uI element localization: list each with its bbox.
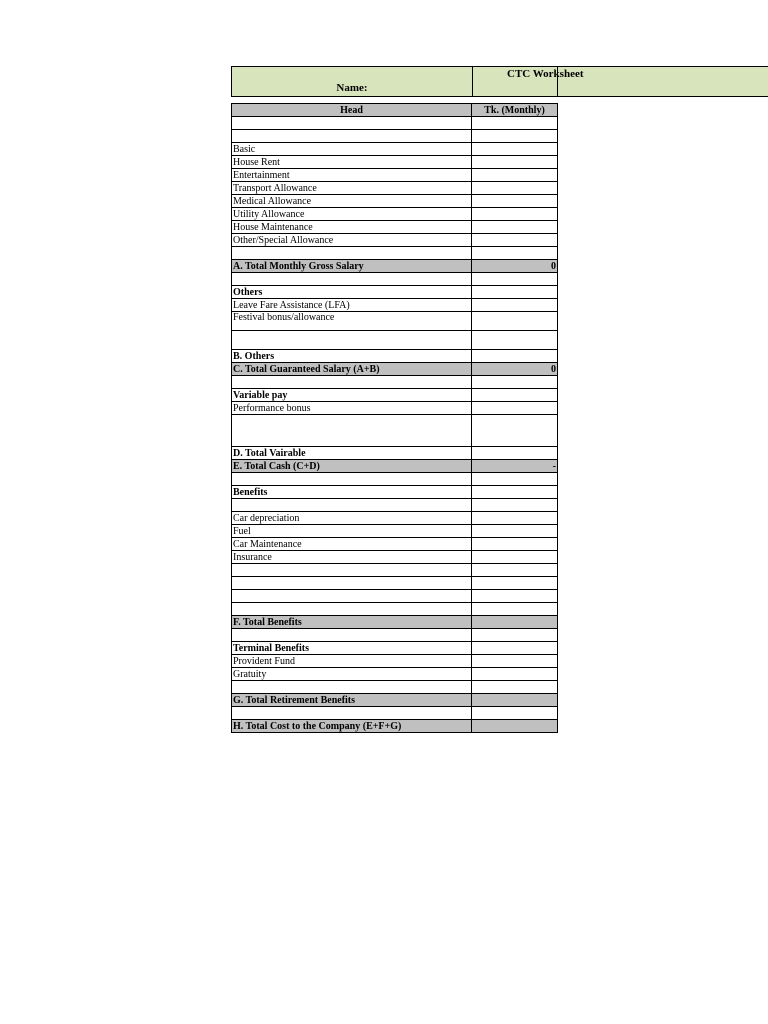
table-row xyxy=(232,564,558,577)
row-monthly-cell[interactable] xyxy=(472,538,558,551)
row-monthly-cell[interactable] xyxy=(472,551,558,564)
table-row xyxy=(232,512,558,525)
table-row xyxy=(232,629,558,642)
table-row xyxy=(232,389,558,402)
row-head-cell[interactable] xyxy=(232,564,472,577)
row-monthly-cell[interactable] xyxy=(472,473,558,486)
table-row xyxy=(232,156,558,169)
title-row xyxy=(231,66,768,82)
row-head-cell[interactable] xyxy=(232,590,472,603)
table-row xyxy=(232,616,558,629)
row-monthly-cell[interactable]: - xyxy=(472,460,558,473)
name-row xyxy=(231,81,768,97)
sheet-title: CTC Worksheet xyxy=(507,68,584,80)
row-monthly-cell[interactable] xyxy=(472,117,558,130)
row-head-cell[interactable]: Utility Allowance xyxy=(232,208,472,221)
row-monthly-cell[interactable] xyxy=(472,273,558,286)
row-head-cell[interactable]: Benefits xyxy=(232,486,472,499)
table-row xyxy=(232,363,558,376)
table-row xyxy=(232,551,558,564)
row-head-cell[interactable]: D. Total Vairable xyxy=(232,447,472,460)
row-monthly-cell[interactable] xyxy=(472,512,558,525)
row-monthly-cell[interactable] xyxy=(472,169,558,182)
row-head-cell[interactable]: H. Total Cost to the Company (E+F+G) xyxy=(232,720,472,733)
row-monthly-cell[interactable] xyxy=(472,642,558,655)
table-row xyxy=(232,350,558,363)
row-head-cell[interactable] xyxy=(232,130,472,143)
row-head-cell[interactable] xyxy=(232,331,472,350)
row-head-cell[interactable]: Provident Fund xyxy=(232,655,472,668)
table-row xyxy=(232,720,558,733)
row-head-cell[interactable]: Festival bonus/allowance xyxy=(232,312,472,331)
row-head-cell[interactable] xyxy=(232,577,472,590)
table-row xyxy=(232,331,558,350)
table-row xyxy=(232,260,558,273)
row-monthly-cell[interactable] xyxy=(472,447,558,460)
table-row xyxy=(232,707,558,720)
row-monthly-cell[interactable] xyxy=(472,331,558,350)
table-row xyxy=(232,273,558,286)
row-head-cell[interactable]: House Maintenance xyxy=(232,221,472,234)
row-monthly-cell[interactable] xyxy=(472,525,558,538)
column-header-head: Head xyxy=(232,104,472,117)
table-row xyxy=(232,538,558,551)
row-head-cell[interactable]: C. Total Guaranteed Salary (A+B) xyxy=(232,363,472,376)
table-row xyxy=(232,299,558,312)
row-monthly-cell[interactable] xyxy=(472,221,558,234)
row-head-cell[interactable]: Leave Fare Assistance (LFA) xyxy=(232,299,472,312)
table-row xyxy=(232,577,558,590)
table-row xyxy=(232,130,558,143)
row-head-cell[interactable]: G. Total Retirement Benefits xyxy=(232,694,472,707)
table-row xyxy=(232,603,558,616)
table-row xyxy=(232,525,558,538)
row-head-cell[interactable]: Medical Allowance xyxy=(232,195,472,208)
row-monthly-cell[interactable] xyxy=(472,234,558,247)
row-monthly-cell[interactable] xyxy=(472,707,558,720)
row-head-cell[interactable] xyxy=(232,273,472,286)
row-monthly-cell[interactable] xyxy=(472,247,558,260)
row-head-cell[interactable]: Variable pay xyxy=(232,389,472,402)
row-monthly-cell[interactable] xyxy=(472,156,558,169)
row-head-cell[interactable] xyxy=(232,603,472,616)
row-monthly-cell[interactable] xyxy=(472,681,558,694)
row-monthly-cell[interactable] xyxy=(472,350,558,363)
row-head-cell[interactable]: House Rent xyxy=(232,156,472,169)
row-head-cell[interactable] xyxy=(232,376,472,389)
table-row xyxy=(232,473,558,486)
row-head-cell[interactable]: Gratuity xyxy=(232,668,472,681)
table-row xyxy=(232,499,558,512)
row-head-cell[interactable]: Fuel xyxy=(232,525,472,538)
name-label: Name: xyxy=(231,81,473,96)
table-row xyxy=(232,234,558,247)
row-head-cell[interactable] xyxy=(232,681,472,694)
row-monthly-cell[interactable] xyxy=(472,299,558,312)
table-row xyxy=(232,681,558,694)
row-head-cell[interactable] xyxy=(232,247,472,260)
name-input-cell[interactable] xyxy=(472,81,558,96)
row-monthly-cell[interactable] xyxy=(472,655,558,668)
row-monthly-cell[interactable] xyxy=(472,486,558,499)
row-monthly-cell[interactable] xyxy=(472,312,558,331)
row-head-cell[interactable] xyxy=(232,629,472,642)
row-monthly-cell[interactable] xyxy=(472,195,558,208)
row-head-cell[interactable]: Transport Allowance xyxy=(232,182,472,195)
row-head-cell[interactable]: Performance bonus xyxy=(232,402,472,415)
table-row xyxy=(232,117,558,130)
row-head-cell[interactable] xyxy=(232,473,472,486)
row-monthly-cell[interactable] xyxy=(472,402,558,415)
row-head-cell[interactable]: Others xyxy=(232,286,472,299)
table-row xyxy=(232,143,558,156)
row-head-cell[interactable]: Terminal Benefits xyxy=(232,642,472,655)
table-row xyxy=(232,376,558,389)
row-monthly-cell[interactable]: 0 xyxy=(472,363,558,376)
row-head-cell[interactable] xyxy=(232,117,472,130)
row-monthly-cell[interactable] xyxy=(472,389,558,402)
row-monthly-cell[interactable] xyxy=(472,182,558,195)
row-head-cell[interactable]: Basic xyxy=(232,143,472,156)
column-header-monthly: Tk. (Monthly) xyxy=(472,104,558,117)
table-body xyxy=(232,117,558,733)
table-row xyxy=(232,668,558,681)
table-row xyxy=(232,312,558,331)
table-row xyxy=(232,208,558,221)
table-row xyxy=(232,247,558,260)
row-monthly-cell[interactable] xyxy=(472,564,558,577)
table-row xyxy=(232,169,558,182)
row-head-cell[interactable] xyxy=(232,707,472,720)
row-head-cell[interactable]: Entertainment xyxy=(232,169,472,182)
row-monthly-cell[interactable] xyxy=(472,130,558,143)
row-head-cell[interactable]: Car Maintenance xyxy=(232,538,472,551)
row-monthly-cell[interactable] xyxy=(472,143,558,156)
table-row xyxy=(232,486,558,499)
table-row xyxy=(232,590,558,603)
table-header-row xyxy=(232,104,558,117)
table-row xyxy=(232,182,558,195)
table-row xyxy=(232,694,558,707)
row-head-cell[interactable]: A. Total Monthly Gross Salary xyxy=(232,260,472,273)
table-row xyxy=(232,195,558,208)
row-monthly-cell[interactable]: 0 xyxy=(472,260,558,273)
table-row xyxy=(232,447,558,460)
table-row xyxy=(232,402,558,415)
row-monthly-cell[interactable] xyxy=(472,694,558,707)
row-monthly-cell[interactable] xyxy=(472,616,558,629)
row-monthly-cell[interactable] xyxy=(472,376,558,389)
ctc-table xyxy=(231,103,558,733)
row-head-cell[interactable]: Car depreciation xyxy=(232,512,472,525)
table-row xyxy=(232,221,558,234)
row-head-cell[interactable]: B. Others xyxy=(232,350,472,363)
row-monthly-cell[interactable] xyxy=(472,415,558,447)
row-head-cell[interactable]: E. Total Cash (C+D) xyxy=(232,460,472,473)
row-monthly-cell[interactable] xyxy=(472,208,558,221)
row-monthly-cell[interactable] xyxy=(472,629,558,642)
row-monthly-cell[interactable] xyxy=(472,577,558,590)
table-row xyxy=(232,642,558,655)
row-head-cell[interactable]: Other/Special Allowance xyxy=(232,234,472,247)
row-head-cell[interactable] xyxy=(232,415,472,447)
table-row xyxy=(232,655,558,668)
row-head-cell[interactable] xyxy=(232,499,472,512)
row-monthly-cell[interactable] xyxy=(472,668,558,681)
row-monthly-cell[interactable] xyxy=(472,603,558,616)
title-cell-left[interactable] xyxy=(231,67,473,81)
table-row xyxy=(232,415,558,447)
row-head-cell[interactable]: Insurance xyxy=(232,551,472,564)
table-row xyxy=(232,286,558,299)
row-monthly-cell[interactable] xyxy=(472,286,558,299)
row-monthly-cell[interactable] xyxy=(472,499,558,512)
row-monthly-cell[interactable] xyxy=(472,590,558,603)
row-head-cell[interactable]: F. Total Benefits xyxy=(232,616,472,629)
row-monthly-cell[interactable] xyxy=(472,720,558,733)
table-row xyxy=(232,460,558,473)
